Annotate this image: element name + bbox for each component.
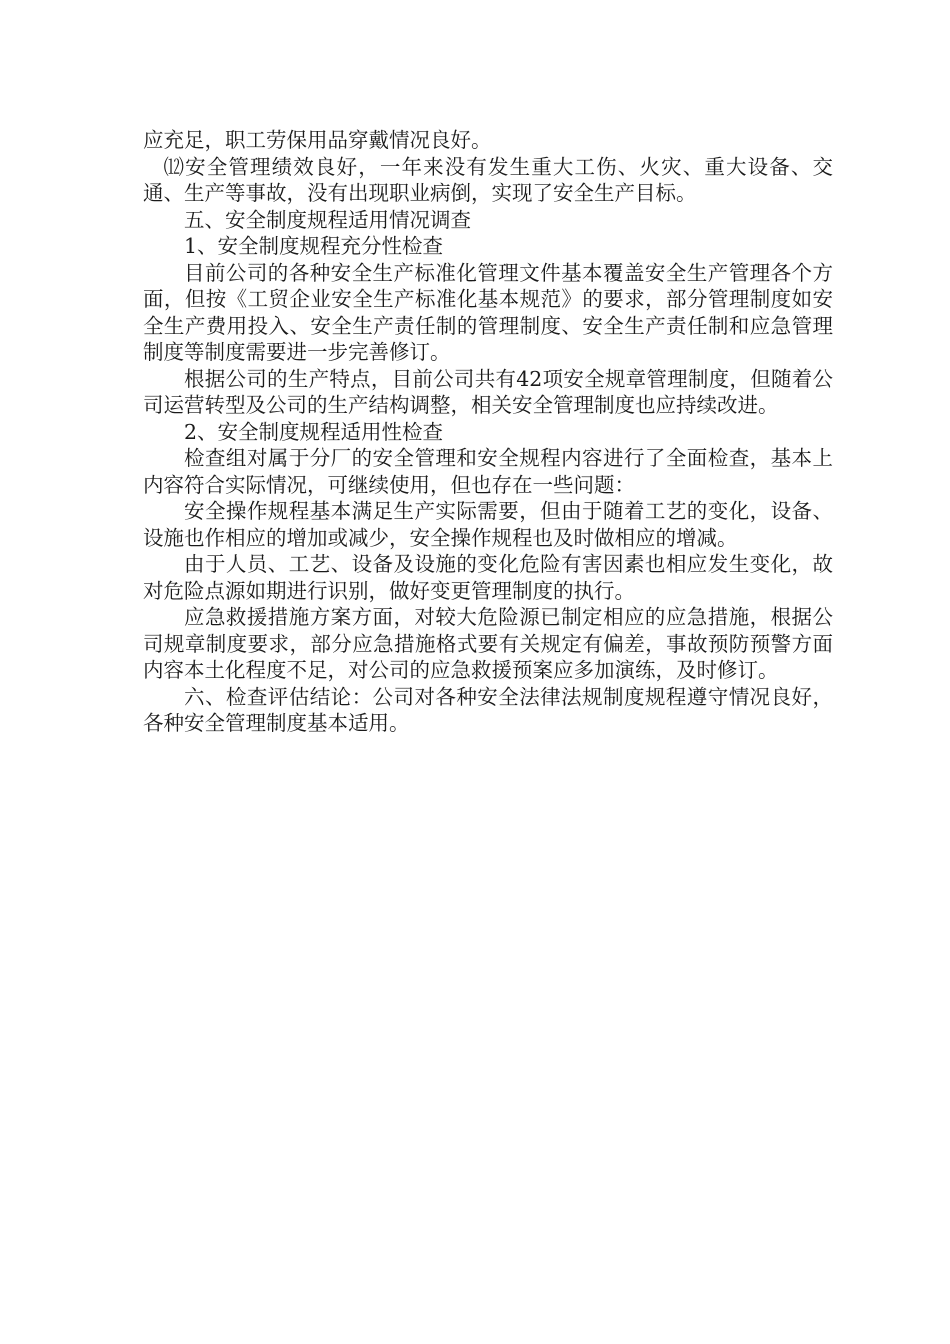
subsection-heading-2: 2、安全制度规程适用性检查	[184, 419, 444, 444]
document-body	[143, 127, 833, 737]
paragraph-emergency-plan: 应急救援措施方案方面，对较大危险源已制定相应的应急措施，根据公司规章制度要求，部分应急措施格式要有关规定有偏差，事故预防预警方面内容本土化程度不足，对公司的应急救援预案应多加演练，及时修订。	[143, 605, 833, 682]
paragraph-hazard-identification: 由于人员、工艺、设备及设施的变化危险有害因素也相应发生变化，故对危险点源如期进行识别，做好变更管理制度的执行。	[143, 552, 833, 603]
paragraph-standardization-docs: 目前公司的各种安全生产标准化管理文件基本覆盖安全生产管理各个方面，但按《工贸企业安全生产标准化基本规范》的要求，部分管理制度如安全生产费用投入、安全生产责任制的管理制度、安全生产责任制和应急管理制度等制度需要进一步完善修订。	[143, 260, 833, 364]
subsection-heading-1: 1、安全制度规程充分性检查	[184, 234, 444, 258]
section-heading-5: 五、安全制度规程适用情况调查	[184, 207, 471, 232]
paragraph-safety-performance: ⑿安全管理绩效良好，一年来没有发生重大工伤、火灾、重大设备、交通、生产等事故，没有出现职业病倒，实现了安全生产目标。	[143, 154, 833, 205]
paragraph-ppe-status: 应充足，职工劳保用品穿戴情况良好。	[143, 128, 492, 152]
section-heading-6-conclusion: 六、检查评估结论：公司对各种安全法律法规制度规程遵守情况良好，各种安全管理制度基本适用。	[143, 684, 833, 735]
paragraph-inspection-team: 检查组对属于分厂的安全管理和安全规程内容进行了全面检查，基本上内容符合实际情况，可继续使用，但也存在一些问题：	[143, 446, 833, 497]
paragraph-rule-count: 根据公司的生产特点，目前公司共有42项安全规章管理制度，但随着公司运营转型及公司的生产结构调整，相关安全管理制度也应持续改进。	[143, 366, 833, 417]
paragraph-operating-rules: 安全操作规程基本满足生产实际需要，但由于随着工艺的变化，设备、设施也作相应的增加或减少，安全操作规程也及时做相应的增减。	[143, 499, 833, 550]
